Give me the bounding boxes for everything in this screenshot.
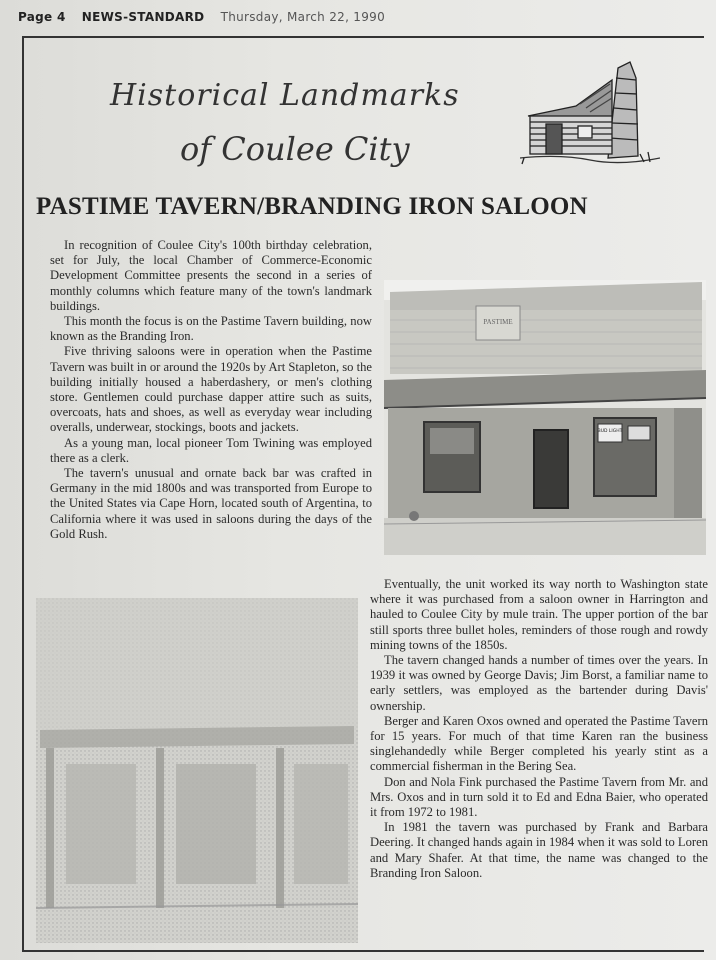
log-cabin-illustration [520, 58, 660, 168]
issue-date: Thursday, March 22, 1990 [220, 10, 386, 24]
page-number: Page 4 [18, 10, 66, 24]
historical-tavern-photo [36, 598, 358, 943]
window-sign: BUD LIGHT [597, 429, 623, 434]
paragraph: Eventually, the unit worked its way north to Washington state where it was purchased from a saloon owner in Harrington and hauled to Coulee City by mule train. The upper portion of the bar still sports three bullet holes, reminders of those rough and rowdy mining towns of the 1850s. [370, 577, 708, 652]
article-right-column [370, 577, 708, 881]
paragraph: Berger and Karen Oxos owned and operated the Pastime Tavern for 15 years. For much of that time Karen ran the business singlehandedly while Berger completed his yearly stint as a commercial fisherman in the Bering Sea. [370, 713, 708, 774]
tavern-exterior-photo [384, 280, 706, 555]
paragraph: The tavern changed hands a number of times over the years. In 1939 it was owned by George Davis; Jim Borst, a familiar name to early settlers, was employed as the bartender during Davis' ownership. [370, 653, 708, 713]
newspaper-name: NEWS-STANDARD [81, 10, 205, 24]
article-headline: PASTIME TAVERN/BRANDING IRON SALOON [36, 193, 588, 220]
paragraph: The tavern's unusual and ornate back bar was crafted in Germany in the mid 1800s and was transported from Europe to the United States via Cape Horn, located south of Argentina, to California where it was used in saloons during the days of the Gold Rush. [50, 466, 372, 541]
column-title-line1: Historical Landmarks [110, 78, 460, 113]
paragraph: This month the focus is on the Pastime Tavern building, now known as the Branding Iron. [50, 314, 372, 344]
masthead [18, 10, 698, 32]
paragraph: As a young man, local pioneer Tom Twining was employed there as a clerk. [50, 435, 372, 465]
facade-sign: PASTIME [483, 318, 513, 326]
article-left-column [50, 238, 372, 542]
paragraph: Five thriving saloons were in operation when the Pastime Tavern was built in or around the 1920s by Art Stapleton, so the building initially housed a haberdashery, or men's clothing store. Gentlemen could purchase dapper attire such as suits, overcoats, hats and shoes, as well as everyday wear including overalls, underwear, stockings, boots and jackets. [50, 344, 372, 435]
column-title-line2: of Coulee City [180, 130, 410, 168]
paragraph: In 1981 the tavern was purchased by Frank and Barbara Deering. It changed hands again in 1984 when it was sold to Loren and Mary Shafer. At that time, the name was changed to the Branding Iron Saloon. [370, 820, 708, 880]
paragraph: Don and Nola Fink purchased the Pastime Tavern from Mr. and Mrs. Oxos and in turn sold it to Ed and Edna Baier, who operated it from 1972 to 1981. [370, 774, 708, 820]
paragraph: In recognition of Coulee City's 100th birthday celebration, set for July, the local Chamber of Commerce-Economic Development Committee presents the second in a series of monthly columns which feature many of the town's landmark buildings. [50, 238, 372, 313]
